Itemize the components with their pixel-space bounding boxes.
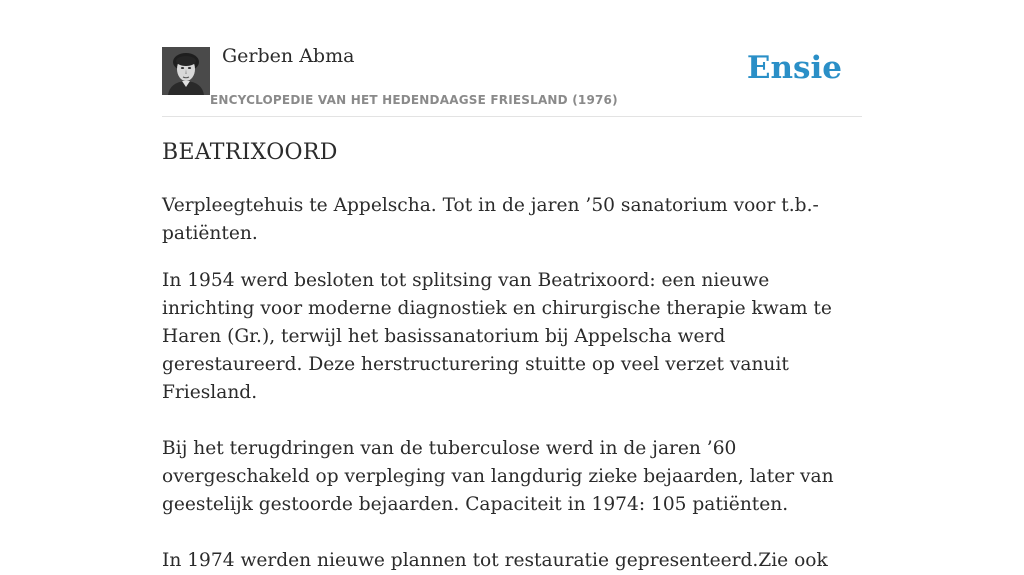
- author-portrait-icon: [162, 47, 210, 95]
- article-paragraph: In 1954 werd besloten tot splitsing van Beatrixoord: een nieuwe inrichting voor moderne diagnostiek en chirurgische therapie kwam te Haren (Gr.), terwijl het basissanatorium bij Appelscha werd gerestaureerd. Deze herstructurering stuitte op veel verzet vanuit Friesland.: [162, 270, 832, 403]
- author-name[interactable]: Gerben Abma: [222, 45, 355, 67]
- paragraph-gap: [162, 519, 862, 547]
- header: [162, 0, 862, 117]
- article-paragraph: In 1974 werden nieuwe plannen tot restauratie gepresenteerd.Zie ook: [162, 550, 828, 571]
- source-label: ENCYCLOPEDIE VAN HET HEDENDAAGSE FRIESLAND (1976): [210, 93, 618, 107]
- article-body: [162, 192, 862, 575]
- ensie-logo[interactable]: Ensie: [746, 50, 842, 86]
- paragraph-gap: [162, 407, 862, 435]
- article-paragraph: Bij het terugdringen van de tuberculose werd in de jaren ’60 overgeschakeld op verpleging van langdurig zieke bejaarden, later van geestelijk gestoorde bejaarden. Capaciteit in 1974: 105 patiënten.: [162, 438, 834, 515]
- article-title: BEATRIXOORD: [162, 140, 338, 165]
- page: [162, 0, 862, 571]
- author-avatar[interactable]: [162, 47, 210, 95]
- article-lead: Verpleegtehuis te Appelscha. Tot in de jaren ’50 sanatorium voor t.b.-patiënten.: [162, 195, 819, 244]
